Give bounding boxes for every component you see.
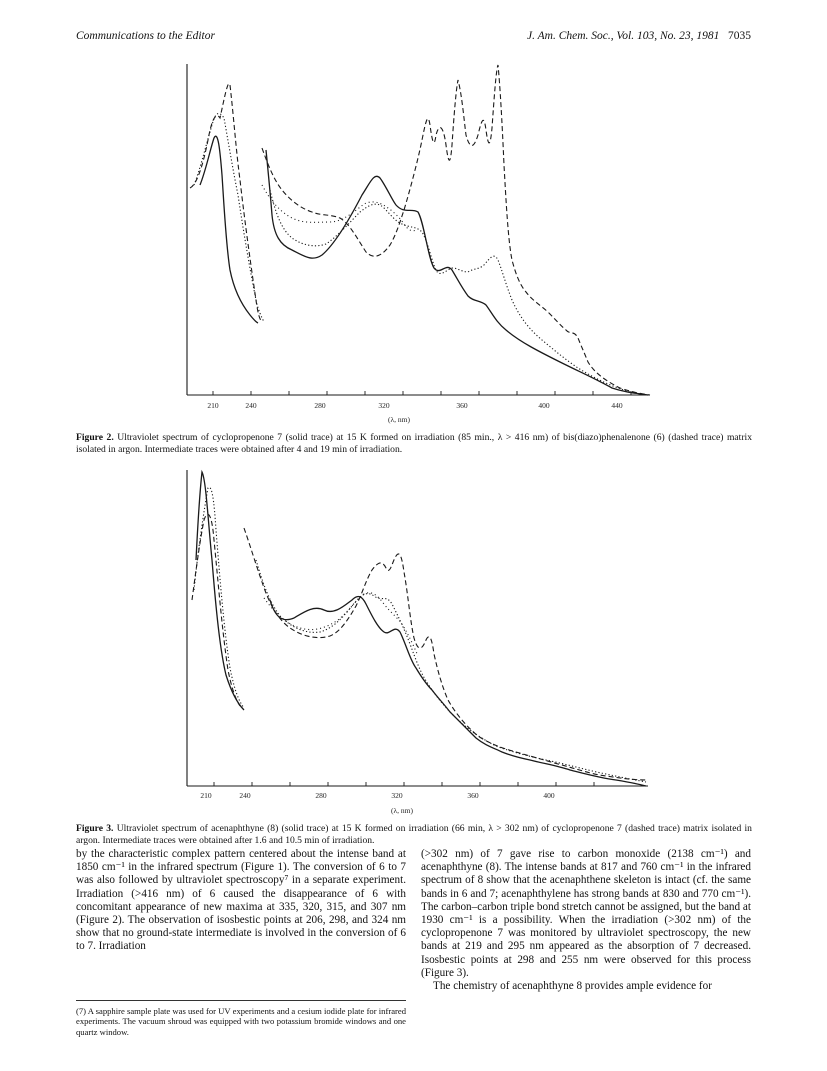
figure-3-caption	[76, 823, 752, 847]
running-header-section: Communications to the Editor	[76, 30, 215, 42]
body-paragraph: (>302 nm) of 7 gave rise to carbon monoxide (2138 cm⁻¹) and acenaphthyne (8). The intense bands at 817 and 760 cm⁻¹ in the infrared spectrum of 8 show that the acenaphthene skeleton is intact (cf. the same bands in 6 and 7; acenaphthylene has strong bands at 830 and 770 cm⁻¹). The carbon–carbon triple bond stretch cannot be assigned, but the band at 1930 cm⁻¹ is a possibility. When the irradiation (>302 nm) of the cyclopropenone 7 was monitored by ultraviolet spectroscopy, the new bands at 219 and 295 nm appeared as the absorption of 7 decreased. Isosbestic points at 298 and 255 nm were observed for this process (Figure 3).	[421, 848, 751, 979]
fig3-trace-solid	[196, 472, 646, 786]
figure-2-caption-label: Figure 2.	[76, 432, 114, 443]
fig2-tick-label: 360	[456, 401, 468, 410]
body-paragraph: The chemistry of acenaphthyne 8 provides ample evidence for	[433, 980, 712, 993]
figure-2-caption-text: Ultraviolet spectrum of cyclopropenone 7 (solid trace) at 15 K formed on irradiation (85 min., λ > 416 nm) of bis(diazo)phenalenone (6) (dashed trace) matrix isolated in argon. Intermediate traces were obtained after 4 and 19 min of irradiation.	[76, 432, 752, 455]
figure-2-spectrum	[0, 60, 827, 424]
fig3-tick-label: 240	[239, 791, 251, 800]
body-column-right	[421, 848, 751, 993]
fig2-tick-label: 440	[611, 401, 623, 410]
fig3-trace-dotted-b	[264, 593, 418, 656]
journal-citation: J. Am. Chem. Soc., Vol. 103, No. 23, 1981	[526, 30, 720, 42]
fig2-tick-label: 320	[378, 401, 390, 410]
footnote: (7) A sapphire sample plate was used for UV experiments and a cesium iodide plate for infrared experiments. The vacuum shroud was equipped with two potassium bromide windows and one quartz window.	[76, 1006, 406, 1037]
figure-3-caption-text: Ultraviolet spectrum of acenaphthyne (8) (solid trace) at 15 K formed on irradiation (66 min, λ > 302 nm) of cyclopropenone 7 (dashed trace) matrix isolated in argon. Intermediate traces were obtained after 1.6 and 10.5 min of irradiation.	[76, 823, 752, 846]
fig2-tick-marks	[213, 391, 631, 395]
fig3-tick-label: 280	[315, 791, 327, 800]
figure-3-caption-label: Figure 3.	[76, 823, 114, 834]
fig3-x-tick-labels	[200, 791, 555, 800]
fig2-tick-label: 210	[207, 401, 219, 410]
fig2-trace-dotted-a	[194, 114, 650, 395]
page-number: 7035	[728, 30, 751, 42]
fig3-trace-dotted-a	[194, 487, 646, 782]
body-paragraph: by the characteristic complex pattern centered about the intense band at 1850 cm⁻¹ in the infrared spectrum (Figure 1). The conversion of 6 to 7 was also followed by ultraviolet spectroscopy⁷ in a separate experiment. Irradiation (>416 nm) of 6 caused the disappearance of 6 with concomitant appearance of new maxima at 335, 320, 315, and 307 nm (Figure 2). The observation of isosbestic points at 206, 298, and 324 nm show that no ground-state intermediate is involved in the conversion of 6 to 7. Irradiation	[76, 848, 406, 953]
fig2-axis-label: (λ, nm)	[388, 415, 410, 424]
figure-2-caption	[76, 432, 752, 456]
fig2-trace-dashed	[190, 65, 650, 395]
fig3-tick-label: 360	[467, 791, 479, 800]
footnote-divider	[76, 1000, 406, 1001]
fig2-trace-solid	[200, 136, 648, 395]
figure-3-spectrum	[0, 465, 827, 815]
fig2-tick-label: 280	[314, 401, 326, 410]
fig2-tick-label: 400	[538, 401, 550, 410]
fig3-trace-dashed	[192, 514, 648, 780]
fig3-axis-label: (λ, nm)	[391, 806, 413, 815]
fig3-tick-label: 210	[200, 791, 212, 800]
body-column-left	[76, 848, 406, 954]
fig2-x-tick-labels	[207, 401, 623, 410]
fig3-tick-label: 400	[543, 791, 555, 800]
fig3-tick-label: 320	[391, 791, 403, 800]
running-header-journal	[527, 30, 751, 42]
fig3-tick-marks	[214, 782, 594, 786]
fig2-tick-label: 240	[245, 401, 257, 410]
fig2-trace-dotted-b	[262, 185, 416, 231]
